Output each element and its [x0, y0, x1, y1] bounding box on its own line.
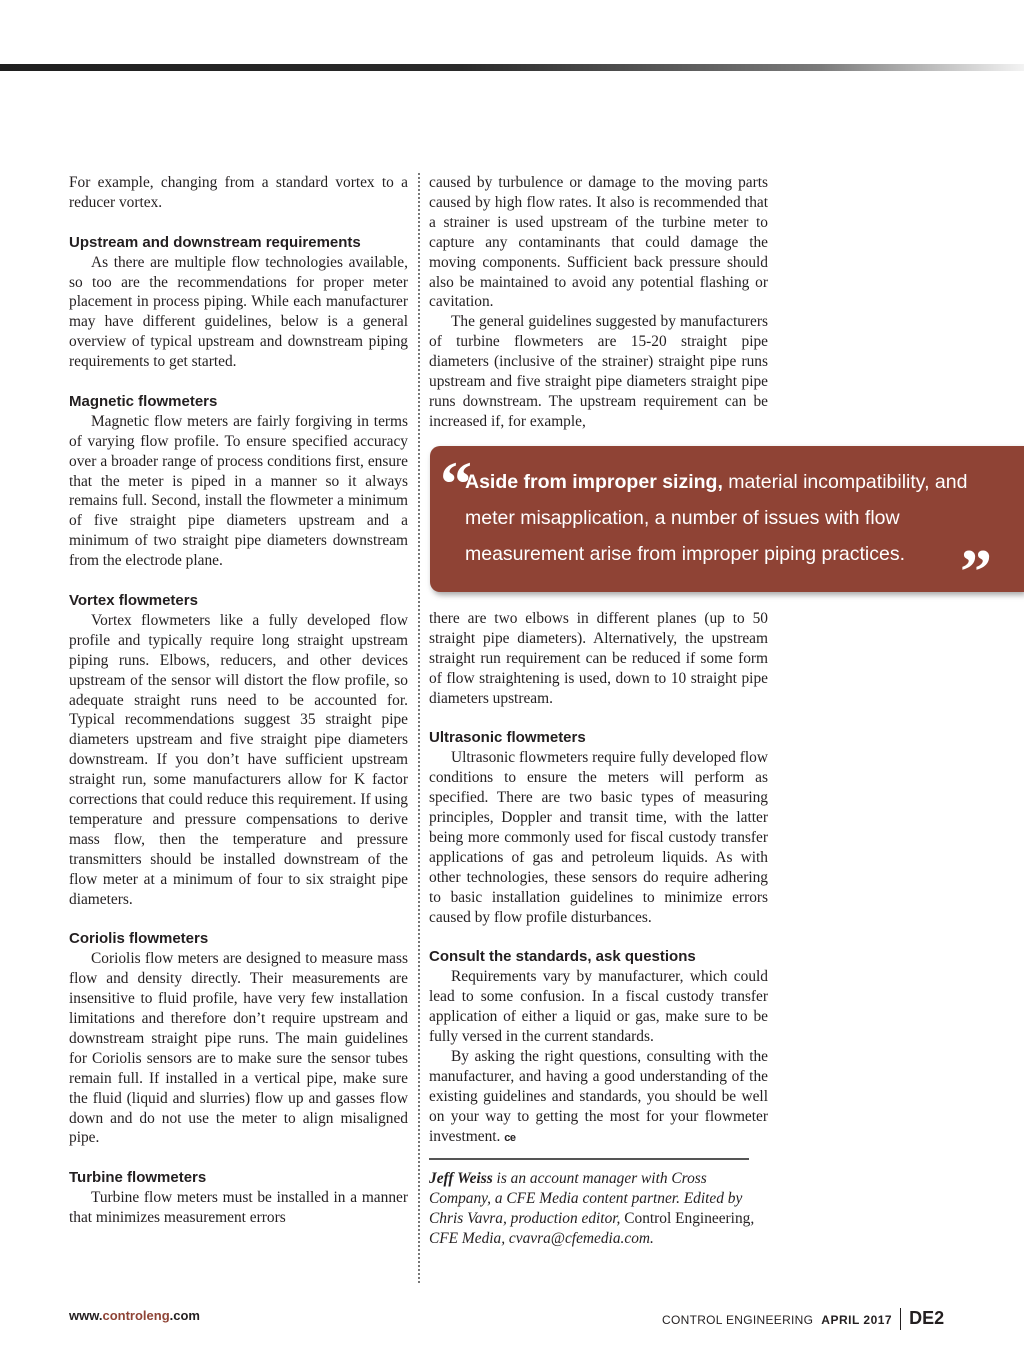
paragraph-magnetic: Magnetic flow meters are fairly forgiving in terms of varying flow profile. To ensure specified accuracy over a broader range of process conditions first, ensure that the meter is piped in a manner so it always remains full. Second, install the flowmeter a minimum of five straight pipe diameters upstream and a minimum of two straight pipe diameters downstream from the electrode plane. [69, 412, 408, 570]
heading-ultrasonic: Ultrasonic flowmeters [429, 729, 586, 747]
paragraph-turbine-continued: caused by turbulence or damage to the moving parts caused by high flow rates. It also is recommended that a strainer is used upstream of the turbine meter to capture any contaminants that could damage the moving components. Sufficient back pressure should also be maintained to avoid any potential flashing or cavitation. [429, 174, 768, 311]
paragraph-turbine-elbows: there are two elbows in different planes (up to 50 straight pipe diameters). Alternatively, the upstream straight run requirement can be reduced if some form of flow straightening is used, down to 10 straight pipe diameters upstream. [429, 610, 768, 707]
paragraph-consult-1: Requirements vary by manufacturer, which could lead to some confusion. In a fiscal custody transfer application of either a liquid or gas, make sure to be fully versed in the current standards. [429, 968, 768, 1045]
pull-quote [430, 446, 1024, 607]
footer-date: APRIL 2017 [821, 1313, 893, 1327]
column-divider [418, 173, 420, 1283]
heading-coriolis: Coriolis flowmeters [69, 930, 209, 948]
paragraph-ultrasonic: Ultrasonic flowmeters require fully developed flow conditions to ensure the meters will perform as specified. There are two basic types of measuring principles, Doppler and transit time, with the latter being more commonly used for fiscal custody transfer applications of gas and petroleum liquids. As with other technologies, these sensors do require adhering to basic installation guidelines to minimize errors caused by flow profile disturbances. [429, 749, 768, 926]
bio-text-1: is an account manager with Cross Company, a CFE Media content partner. Edited by Chris Vavra, production editor, [429, 1170, 743, 1228]
footer-folio [662, 1308, 958, 1330]
heading-magnetic: Magnetic flowmeters [69, 392, 218, 410]
paragraph-vortex: Vortex flowmeters like a fully developed flow profile and typically require long straight upstream piping runs. Elbows, reducers, and other devices upstream of the sensor will distort the flow profile, so adequate straight runs need to be accounted for. Typical recommendations suggest 35 straight pipe diameters upstream and five straight pipe diameters downstream. If you don’t have sufficient upstream straight run, some manufacturers allow for K factor corrections that could reduce this requirement. If using temperature and pressure compensations to derive mass flow, then the temperature and pressure transmitters should be installed downstream of the flow meter at a minimum of four to six straight pipe diameters. [69, 611, 408, 908]
close-quote-icon: ” [960, 536, 992, 607]
footer-url-suffix: .com [169, 1308, 200, 1323]
pull-quote-text [465, 464, 1005, 572]
open-quote-icon: “ [440, 448, 472, 519]
paragraph-turbine: Turbine flow meters must be installed in a manner that minimizes measurement errors [69, 1189, 408, 1227]
intro-paragraph: For example, changing from a standard vortex to a reducer vortex. [69, 174, 408, 211]
footer-url[interactable] [69, 1308, 200, 1323]
pull-quote-rest: material incompatibility, and meter misapplication, a number of issues with flow measurement arise from improper piping practices. [465, 471, 968, 565]
author-name: Jeff Weiss [429, 1170, 493, 1188]
left-column [69, 173, 408, 1228]
paragraph-turbine-guidelines: The general guidelines suggested by manufacturers of turbine flowmeters are 15-20 straight pipe diameters (inclusive of the strainer) straight pipe runs upstream and five straight pipe diameters straight pipe runs downstream. The upstream requirement can be increased if, for example, [429, 313, 768, 430]
author-bio [429, 1169, 768, 1249]
paragraph-coriolis: Coriolis flow meters are designed to measure mass flow and density directly. Their measurements are insensitive to fluid profile, have very few installation limitations and therefore don’t require upstream and downstream straight pipe runs. The main guidelines for Coriolis sensors are to make sure the sensor tubes remain full. If installed in a vertical pipe, make sure the fluid (liquid and slurries) flow up and gasses flow down and do not use the meter to align misaligned pipe. [69, 950, 408, 1147]
footer-url-brand: controleng [102, 1308, 170, 1323]
right-column-top [429, 173, 768, 432]
heading-turbine: Turbine flowmeters [69, 1169, 207, 1187]
heading-consult: Consult the standards, ask questions [429, 948, 696, 966]
paragraph-consult-2 [429, 1047, 768, 1149]
page-number: DE2 [909, 1308, 945, 1328]
pull-quote-lead: Aside from improper sizing, [465, 471, 723, 493]
bio-text-2: , CFE Media, cvavra@cfemedia.com. [429, 1210, 755, 1248]
footer-separator [900, 1308, 901, 1330]
header-rule [0, 64, 1024, 71]
end-mark-icon: ce [504, 1131, 516, 1144]
paragraph-upstream-downstream: As there are multiple flow technologies available, so too are the recommendations for proper meter placement in process piping. While each manufacturer may have different guidelines, below is a general overview of typical upstream and downstream piping requirements to get started. [69, 253, 408, 371]
bio-rule [429, 1158, 749, 1160]
heading-upstream-downstream: Upstream and downstream requirements [69, 233, 361, 251]
heading-vortex: Vortex flowmeters [69, 591, 198, 609]
right-column-bottom [429, 609, 768, 1249]
bio-publication: Control Engineering [624, 1210, 751, 1228]
consult-2-text: By asking the right questions, consulting with the manufacturer, and having a good understanding of the existing guidelines and standards, you should be well on your way to getting the most for your flowmeter investment. [429, 1047, 768, 1145]
footer-url-prefix: www. [69, 1308, 103, 1323]
footer-magazine: CONTROL ENGINEERING [662, 1313, 814, 1327]
